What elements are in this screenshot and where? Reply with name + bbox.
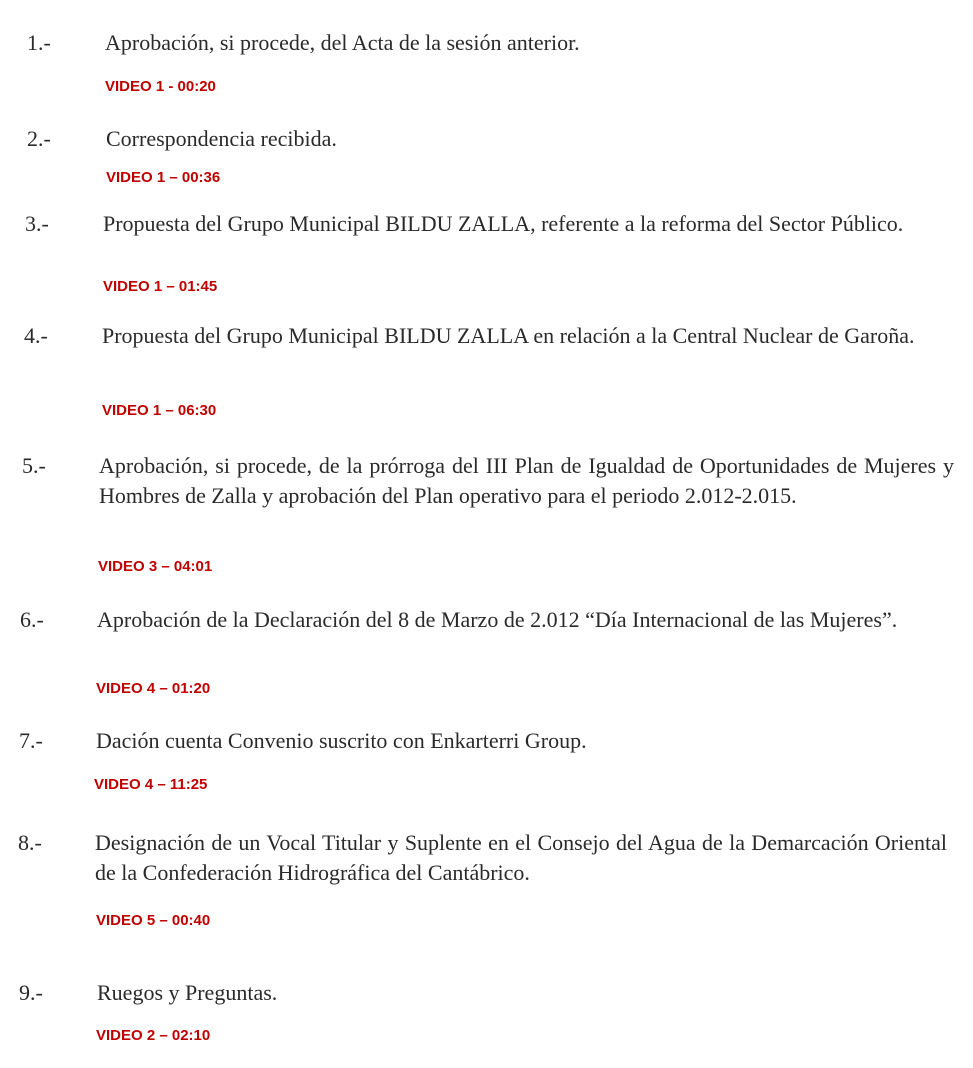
item-text: Designación de un Vocal Titular y Suplente en el Consejo del Agua de la Demarcación Oriental de la Confederación Hidrográfica del Cantábrico. [95,830,947,885]
video-timestamp: VIDEO 5 – 00:40 [96,912,211,929]
item-number: 7.- [19,728,43,753]
video-timestamp: VIDEO 1 – 06:30 [102,402,217,419]
item-text: Aprobación, si procede, de la prórroga del III Plan de Igualdad de Oportunidades de Mujeres y Hombres de Zalla y aprobación del Plan operativo para el periodo 2.012-2.015. [99,453,954,508]
item-number: 5.- [22,453,46,478]
item-text: Dación cuenta Convenio suscrito con Enkarterri Group. [96,728,587,753]
item-text: Ruegos y Preguntas. [97,980,278,1005]
item-text: Propuesta del Grupo Municipal BILDU ZALLA en relación a la Central Nuclear de Garoña. [102,323,915,348]
item-text: Correspondencia recibida. [106,126,337,151]
video-timestamp: VIDEO 1 – 00:36 [106,169,221,186]
item-text: Aprobación, si procede, del Acta de la sesión anterior. [105,30,580,55]
item-text: Propuesta del Grupo Municipal BILDU ZALLA, referente a la reforma del Sector Público. [103,211,904,236]
video-timestamp: VIDEO 2 – 02:10 [96,1027,211,1044]
item-number: 2.- [27,126,51,151]
item-number: 4.- [24,323,48,348]
video-timestamp: VIDEO 4 – 01:20 [96,680,211,697]
video-timestamp: VIDEO 4 – 11:25 [94,776,208,793]
item-number: 3.- [25,211,49,236]
item-text: Aprobación de la Declaración del 8 de Marzo de 2.012 “Día Internacional de las Mujeres”. [97,607,898,632]
item-number: 6.- [20,607,44,632]
item-number: 1.- [27,30,51,55]
item-number: 9.- [19,980,43,1005]
video-timestamp: VIDEO 1 – 01:45 [103,278,218,295]
video-timestamp: VIDEO 1 - 00:20 [105,78,216,95]
item-number: 8.- [18,830,42,855]
video-timestamp: VIDEO 3 – 04:01 [98,558,213,575]
